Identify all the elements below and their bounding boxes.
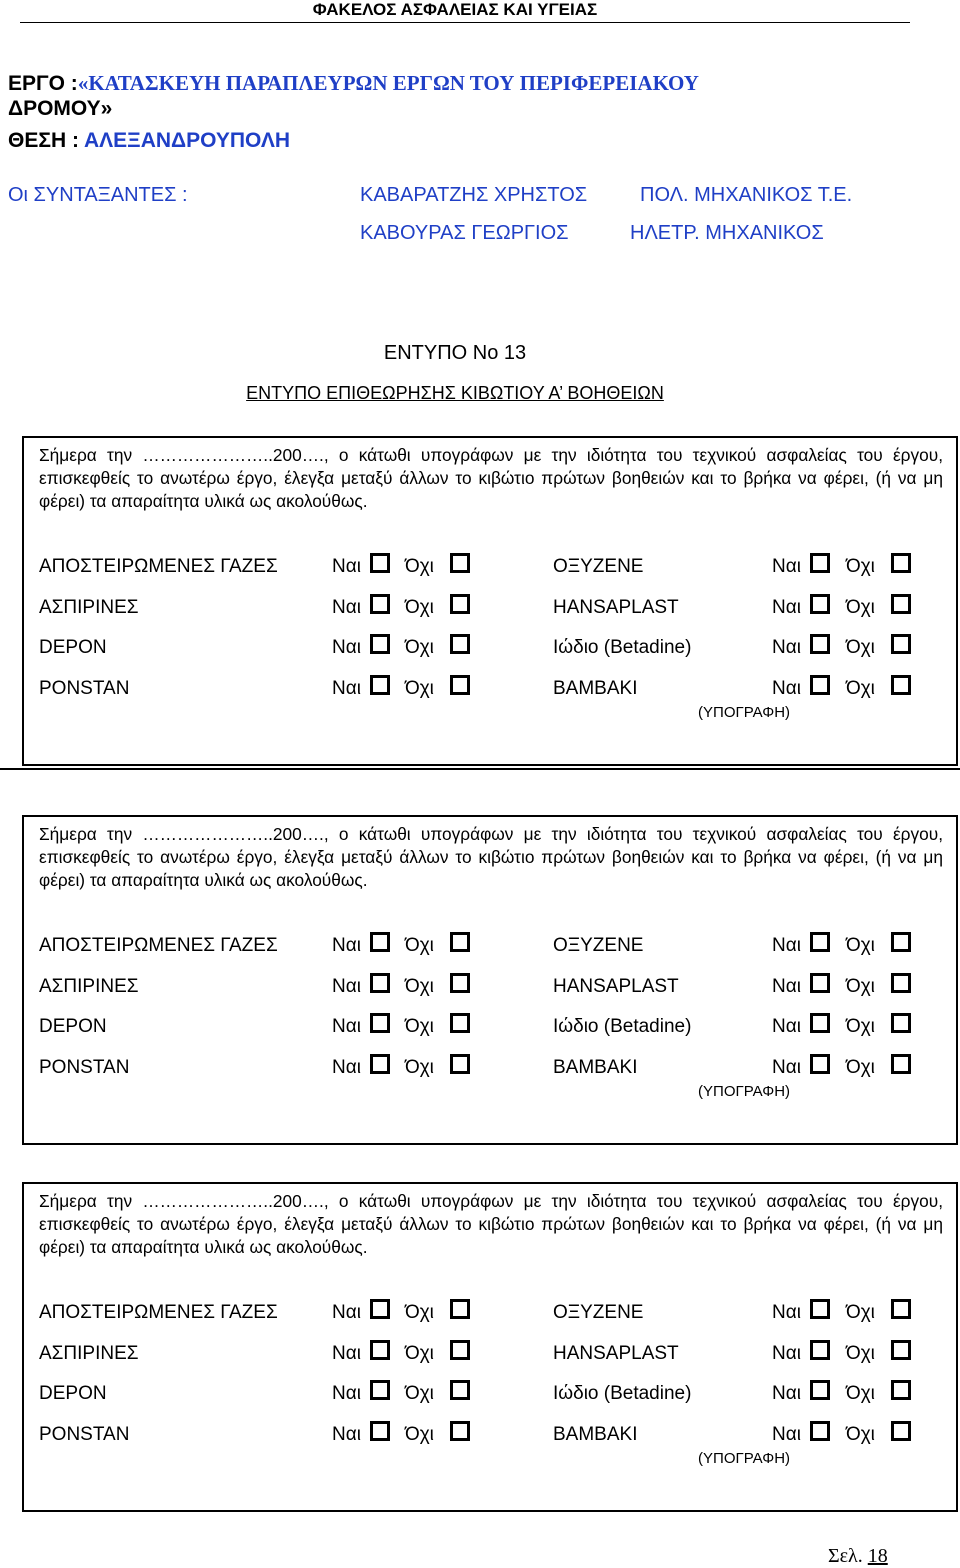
project-line xyxy=(8,70,699,97)
item-label: ΑΣΠΙΡΙΝΕΣ xyxy=(39,1343,139,1364)
item-label: ΒΑΜΒΑΚΙ xyxy=(553,1424,638,1445)
yes-label: Ναι xyxy=(332,556,361,577)
yes-label: Ναι xyxy=(772,637,801,658)
no-checkbox[interactable] xyxy=(450,1421,470,1441)
item-label: Ιώδιο (Betadine) xyxy=(553,637,692,658)
no-checkbox[interactable] xyxy=(450,1340,470,1360)
no-checkbox[interactable] xyxy=(891,1054,911,1074)
yes-label: Ναι xyxy=(332,1057,361,1078)
item-label: ΑΣΠΙΡΙΝΕΣ xyxy=(39,597,139,618)
yes-checkbox[interactable] xyxy=(370,1340,390,1360)
location-label: ΘΕΣΗ : xyxy=(8,129,79,152)
no-label: Όχι xyxy=(846,1383,875,1404)
inspection-box xyxy=(22,1182,958,1512)
yes-checkbox[interactable] xyxy=(370,973,390,993)
yes-checkbox[interactable] xyxy=(810,594,830,614)
yes-checkbox[interactable] xyxy=(810,1380,830,1400)
no-label: Όχι xyxy=(405,556,434,577)
no-label: Όχι xyxy=(405,1424,434,1445)
yes-label: Ναι xyxy=(332,597,361,618)
yes-label: Ναι xyxy=(332,678,361,699)
no-label: Όχι xyxy=(846,1016,875,1037)
no-checkbox[interactable] xyxy=(891,1421,911,1441)
no-label: Όχι xyxy=(846,1424,875,1445)
author-title: ΗΛΕΤΡ. ΜΗΧΑΝΙΚΟΣ xyxy=(630,222,824,244)
item-label: ΒΑΜΒΑΚΙ xyxy=(553,1057,638,1078)
no-label: Όχι xyxy=(846,1057,875,1078)
yes-checkbox[interactable] xyxy=(810,973,830,993)
yes-checkbox[interactable] xyxy=(370,1299,390,1319)
item-label: PONSTAN xyxy=(39,1424,130,1445)
signature-label: (ΥΠΟΓΡΑΦΗ) xyxy=(698,1450,791,1467)
yes-checkbox[interactable] xyxy=(810,634,830,654)
yes-checkbox[interactable] xyxy=(370,594,390,614)
authors-label: Οι ΣΥΝΤΑΞΑΝΤΕΣ : xyxy=(8,184,188,206)
no-label: Όχι xyxy=(846,637,875,658)
inspection-statement: Σήμερα την …………………..200…., ο κάτωθι υπογράφων με την ιδιότητα του τεχνικού ασφαλείας του έργου, επισκεφθείς το ανωτέρω έργο, έλεγξα μεταξύ άλλων το κιβώτιο πρώτων βοηθειών και το βρήκα να φέρει, (ή να μη φέρει) τα απαραίτητα υλικά ως ακολούθως. xyxy=(39,1191,943,1257)
yes-checkbox[interactable] xyxy=(370,553,390,573)
author-name: ΚΑΒΟΥΡΑΣ ΓΕΩΡΓΙΟΣ xyxy=(360,222,569,244)
yes-label: Ναι xyxy=(332,1383,361,1404)
no-label: Όχι xyxy=(405,1383,434,1404)
yes-checkbox[interactable] xyxy=(810,1054,830,1074)
yes-checkbox[interactable] xyxy=(370,932,390,952)
yes-label: Ναι xyxy=(772,1057,801,1078)
no-checkbox[interactable] xyxy=(891,932,911,952)
item-label: Ιώδιο (Betadine) xyxy=(553,1383,692,1404)
yes-label: Ναι xyxy=(772,976,801,997)
yes-checkbox[interactable] xyxy=(370,1054,390,1074)
yes-checkbox[interactable] xyxy=(810,1340,830,1360)
yes-label: Ναι xyxy=(332,1424,361,1445)
no-checkbox[interactable] xyxy=(891,1380,911,1400)
yes-label: Ναι xyxy=(332,1016,361,1037)
location-line xyxy=(8,128,290,154)
project-label: ΕΡΓΟ : xyxy=(8,72,78,95)
project-name-line2: ΔΡΟΜΟΥ» xyxy=(8,97,113,120)
box-underline xyxy=(0,768,960,770)
yes-label: Ναι xyxy=(332,1302,361,1323)
yes-checkbox[interactable] xyxy=(810,1299,830,1319)
inspection-statement: Σήμερα την …………………..200…., ο κάτωθι υπογράφων με την ιδιότητα του τεχνικού ασφαλείας του έργου, επισκεφθείς το ανωτέρω έργο, έλεγξα μεταξύ άλλων το κιβώτιο πρώτων βοηθειών και το βρήκα να φέρει, (ή να μη φέρει) τα απαραίτητα υλικά ως ακολούθως. xyxy=(39,445,943,511)
yes-label: Ναι xyxy=(332,935,361,956)
no-label: Όχι xyxy=(405,1057,434,1078)
signature-label: (ΥΠΟΓΡΑΦΗ) xyxy=(698,1083,791,1100)
yes-label: Ναι xyxy=(772,556,801,577)
item-label: ΑΠΟΣΤΕΙΡΩΜΕΝΕΣ ΓΑΖΕΣ xyxy=(39,556,278,577)
document-header-title: ΦΑΚΕΛΟΣ ΑΣΦΑΛΕΙΑΣ ΚΑΙ ΥΓΕΙΑΣ xyxy=(312,0,598,19)
no-checkbox[interactable] xyxy=(891,1299,911,1319)
no-checkbox[interactable] xyxy=(450,1299,470,1319)
no-checkbox[interactable] xyxy=(891,634,911,654)
form-title: ΕΝΤΥΠΟ Νο 13 xyxy=(383,342,527,364)
page-number: Σελ. 18 xyxy=(828,1545,888,1567)
yes-label: Ναι xyxy=(332,1343,361,1364)
no-checkbox[interactable] xyxy=(450,1054,470,1074)
yes-label: Ναι xyxy=(772,935,801,956)
item-label: ΟΞΥΖΕΝΕ xyxy=(553,556,644,577)
item-label: PONSTAN xyxy=(39,678,130,699)
no-checkbox[interactable] xyxy=(450,1380,470,1400)
yes-checkbox[interactable] xyxy=(370,1380,390,1400)
item-label: PONSTAN xyxy=(39,1057,130,1078)
yes-label: Ναι xyxy=(332,976,361,997)
no-label: Όχι xyxy=(405,637,434,658)
item-label: ΑΠΟΣΤΕΙΡΩΜΕΝΕΣ ΓΑΖΕΣ xyxy=(39,935,278,956)
signature-label: (ΥΠΟΓΡΑΦΗ) xyxy=(698,704,791,721)
item-label: ΟΞΥΖΕΝΕ xyxy=(553,935,644,956)
no-checkbox[interactable] xyxy=(891,594,911,614)
no-label: Όχι xyxy=(846,935,875,956)
no-label: Όχι xyxy=(405,678,434,699)
item-label: HANSAPLAST xyxy=(553,976,679,997)
no-label: Όχι xyxy=(405,976,434,997)
no-checkbox[interactable] xyxy=(891,1013,911,1033)
no-label: Όχι xyxy=(846,1302,875,1323)
no-label: Όχι xyxy=(846,1343,875,1364)
item-label: HANSAPLAST xyxy=(553,1343,679,1364)
header-divider xyxy=(20,22,910,23)
no-label: Όχι xyxy=(846,976,875,997)
yes-checkbox[interactable] xyxy=(810,1013,830,1033)
author-name: ΚΑΒΑΡΑΤΖΗΣ ΧΡΗΣΤΟΣ xyxy=(360,184,588,206)
yes-checkbox[interactable] xyxy=(370,1013,390,1033)
no-checkbox[interactable] xyxy=(891,675,911,695)
yes-checkbox[interactable] xyxy=(810,932,830,952)
item-label: ΑΣΠΙΡΙΝΕΣ xyxy=(39,976,139,997)
no-checkbox[interactable] xyxy=(450,553,470,573)
item-label: HANSAPLAST xyxy=(553,597,679,618)
inspection-box xyxy=(22,436,958,766)
author-title: ΠΟΛ. ΜΗΧΑΝΙΚΟΣ Τ.Ε. xyxy=(640,184,853,206)
no-checkbox[interactable] xyxy=(891,1340,911,1360)
yes-label: Ναι xyxy=(772,597,801,618)
no-label: Όχι xyxy=(846,597,875,618)
yes-checkbox[interactable] xyxy=(370,1421,390,1441)
location-value: ΑΛΕΞΑΝΔΡΟΥΠΟΛΗ xyxy=(84,129,290,152)
item-label: ΒΑΜΒΑΚΙ xyxy=(553,678,638,699)
no-checkbox[interactable] xyxy=(450,1013,470,1033)
no-checkbox[interactable] xyxy=(450,675,470,695)
no-label: Όχι xyxy=(405,935,434,956)
no-label: Όχι xyxy=(846,556,875,577)
yes-label: Ναι xyxy=(772,678,801,699)
no-label: Όχι xyxy=(405,1343,434,1364)
no-label: Όχι xyxy=(405,1302,434,1323)
yes-label: Ναι xyxy=(772,1343,801,1364)
no-label: Όχι xyxy=(405,1016,434,1037)
no-checkbox[interactable] xyxy=(450,594,470,614)
no-checkbox[interactable] xyxy=(450,973,470,993)
yes-checkbox[interactable] xyxy=(810,1421,830,1441)
no-checkbox[interactable] xyxy=(450,634,470,654)
yes-label: Ναι xyxy=(772,1016,801,1037)
no-checkbox[interactable] xyxy=(891,553,911,573)
yes-checkbox[interactable] xyxy=(810,675,830,695)
form-subtitle: ΕΝΤΥΠΟ ΕΠΙΘΕΩΡΗΣΗΣ ΚΙΒΩΤΙΟΥ Α’ ΒΟΗΘΕΙΩΝ xyxy=(246,383,664,403)
project-name-line1: «ΚΑΤΑΣΚΕΥΗ ΠΑΡΑΠΛΕΥΡΩΝ ΕΡΓΩΝ ΤΟΥ ΠΕΡΙΦΕΡΕΙΑΚΟΥ xyxy=(77,71,699,95)
yes-checkbox[interactable] xyxy=(370,675,390,695)
item-label: DEPON xyxy=(39,1016,107,1037)
item-label: Ιώδιο (Betadine) xyxy=(553,1016,692,1037)
no-checkbox[interactable] xyxy=(450,932,470,952)
item-label: DEPON xyxy=(39,637,107,658)
item-label: ΟΞΥΖΕΝΕ xyxy=(553,1302,644,1323)
no-checkbox[interactable] xyxy=(891,973,911,993)
inspection-statement: Σήμερα την …………………..200…., ο κάτωθι υπογράφων με την ιδιότητα του τεχνικού ασφαλείας του έργου, επισκεφθείς το ανωτέρω έργο, έλεγξα μεταξύ άλλων το κιβώτιο πρώτων βοηθειών και το βρήκα να φέρει, (ή να μη φέρει) τα απαραίτητα υλικά ως ακολούθως. xyxy=(39,824,943,890)
item-label: DEPON xyxy=(39,1383,107,1404)
yes-label: Ναι xyxy=(332,637,361,658)
yes-checkbox[interactable] xyxy=(810,553,830,573)
yes-label: Ναι xyxy=(772,1424,801,1445)
inspection-box xyxy=(22,815,958,1145)
no-label: Όχι xyxy=(405,597,434,618)
item-label: ΑΠΟΣΤΕΙΡΩΜΕΝΕΣ ΓΑΖΕΣ xyxy=(39,1302,278,1323)
yes-label: Ναι xyxy=(772,1302,801,1323)
no-label: Όχι xyxy=(846,678,875,699)
yes-checkbox[interactable] xyxy=(370,634,390,654)
yes-label: Ναι xyxy=(772,1383,801,1404)
